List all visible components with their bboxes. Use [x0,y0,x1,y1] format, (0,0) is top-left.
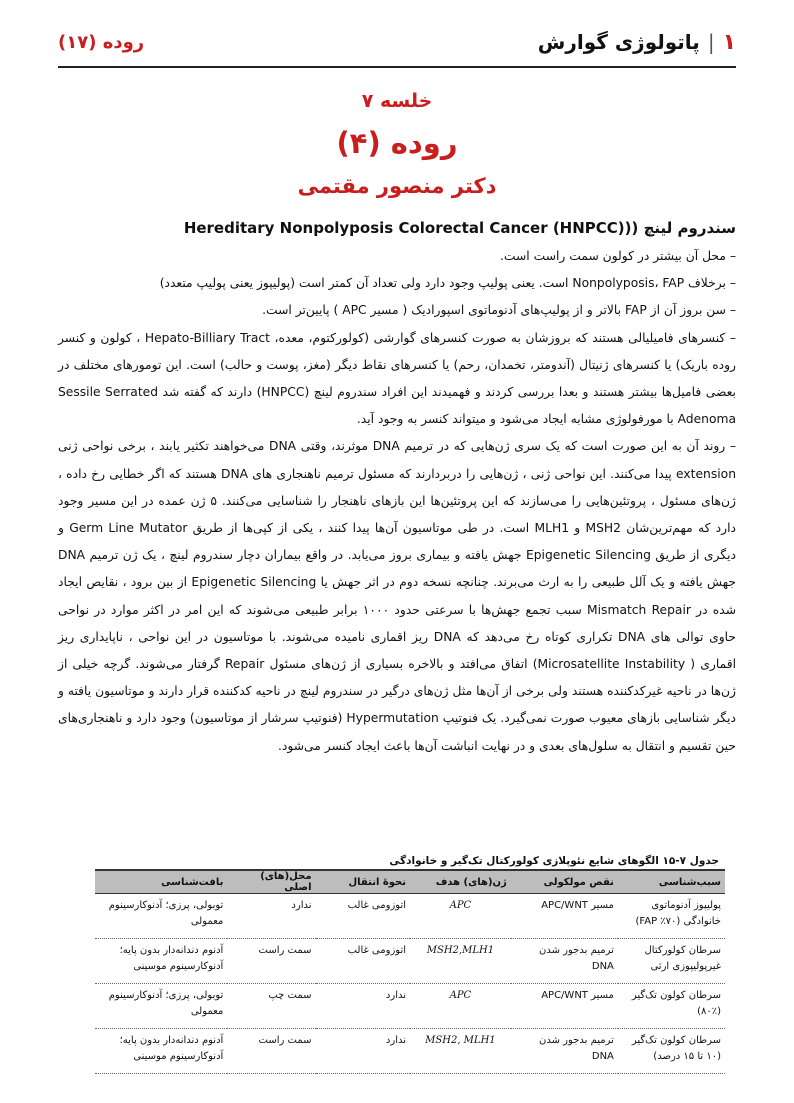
table-row [95,939,725,984]
col-header: محل(های) اصلی [227,870,315,894]
paragraph: – محل آن بیشتر در کولون سمت راست است. [500,249,736,263]
table-cell: توبولی، پرزی؛ آدنوکارسینوم معمولی [95,984,227,1029]
table-row [95,1029,725,1074]
table-cell: سرطان کولورکتال غیرپولیپوزی ارثی [618,939,725,984]
topic-title: روده (۴) [336,126,458,160]
table-cell: آدنوم دندانه‌دار بدون پایه؛ آدنوکارسینوم موسینی [95,939,227,984]
table-row [95,984,725,1029]
paragraph: – سن بروز آن از FAP بالاتر و از پولیپ‌های آدنوماتوی اسپورادیک ( مسیر APC ) پایین‌تر است. [262,303,736,318]
figure-table [95,853,725,1065]
col-header: نقص مولکولی [511,870,618,894]
table-cell: سمت چپ [227,984,315,1029]
table-cell: ترمیم بدجور شدن DNA [511,1029,618,1074]
col-header: ژن(های) هدف [410,870,511,894]
table-cell: APC [410,894,511,939]
table-cell: MSH2,MLH1 [410,939,511,984]
table-cell: MSH2, MLH1 [410,1029,511,1074]
col-header: بافت‌شناسی [95,870,227,894]
table-row [95,894,725,939]
table-cell: مسیر APC/WNT [511,984,618,1029]
table-cell: آدنوم دندانه‌دار بدون پایه؛ آدنوکارسینوم موسینی [95,1029,227,1074]
table-cell: ندارد [316,984,411,1029]
table-cell: ندارد [316,1029,411,1074]
colorectal-neoplasia-table [95,869,725,1074]
col-header: سبب‌شناسی [618,870,725,894]
table-cell: ندارد [227,894,315,939]
book-brand [538,30,736,55]
table-cell: سمت راست [227,1029,315,1074]
table-cell: پولیپوز آدنوماتوی خانوادگی (FAP ٪۷۰) [618,894,725,939]
table-cell: سمت راست [227,939,315,984]
chapter-label: روده (۱۷) [58,31,145,53]
author-name: دکتر منصور مقتمی [297,174,497,198]
col-header: نحوهٔ انتقال [316,870,411,894]
paragraph: – روند آن به این صورت است که یک سری ژن‌هایی که در ترمیم DNA موثرند، وقتی DNA می‌خواهند تکثیر یابند ، برخی نواحی ژنی extension پیدا می‌کنند. این نواحی ژنی ، ژن‌هایی را دربردارند که مسئول ترمیم ناهنجاری های DNA هستند که اگر خطایی رخ داده ، ژن‌های مسئول ، پروتئین‌هایی را می‌سازند که این پروتئین‌ها این بازهای ناهنجار را شناسایی می‌کنند. ۵ ژن عمده در این مسیر وجود دارد که مهم‌ترین‌شان MSH2 و MLH1 است. در طی موتاسیون آن‌ها پیدا کنند ، یکی از کپی‌ها از طریق Germ Line Mutator و دیگری از طریق Epigenetic Silencing جهش یافته و بیماری بروز می‌یابد. در واقع بیماران دچار سندروم لینچ ، یک ژن ترمیم DNA جهش یافته و یک آلل طبیعی را به ارث می‌برند. چنانچه نسخه دوم در اثر جهش یا Epigenetic Silencing از بین برود ، نقایص ایجاد شده در Mismatch Repair سبب تجمع جهش‌ها با سرعتی حدود ۱۰۰۰ برابر طبیعی می‌شوند که این امر در اکثر موارد در نواحی حاوی توالی های DNA تکراری کوتاه رخ می‌دهد که DNA ریز اقماری نامیده می‌شوند. با موتاسیون در این نواحی ، ناپایداری ریز اقماری ( Microsatellite Instability) اتفاق می‌افتد و بالاخره بسیاری از ژن‌های مسئول Repair گرفتار می‌شوند. گرچه خیلی از ژن‌ها در ناحیه غیرکدکننده هستند ولی برخی از آن‌ها مثل ژن‌های درگیر در سندروم لینچ در ناحیه کدکننده قرار دارند و موتاسیون یافته و دیگر شناسایی بازهای معیوب صورت نمی‌گیرد. یک فنوتیپ Hypermutation (فنوتیپ سرشار از موتاسیون) وجود دارد و ناهنجاری‌های حین تقسیم و انتقال به سلول‌های بعدی و در نهایت انباشت آن‌ها باعث ایجاد کنسر می‌شود. [58,439,737,753]
table-caption: جدول ۷-۱۵ الگوهای شایع نئوپلازی کولورکتال تک‌گیر و خانوادگی [389,855,719,867]
table-header-row [95,870,725,894]
table-cell: توبولی، پرزی؛ آدنوکارسینوم معمولی [95,894,227,939]
table-cell: سرطان کولون تک‌گیر (۱۰ تا ۱۵ درصد) [618,1029,725,1074]
title-block [0,84,794,204]
table-cell: ترمیم بدجور شدن DNA [511,939,618,984]
page-header [58,18,736,68]
main-content [58,213,736,760]
page-number: ۱ [722,29,736,55]
section-title: سندروم لینچ ((Hereditary Nonpolyposis Colorectal Cancer (HNPCC) [183,219,736,237]
summary-number: خلسه ۷ [361,90,433,112]
table-cell: اتوزومی غالب [316,894,411,939]
table-cell: سرطان کولون تک‌گیر (٪۸۰) [618,984,725,1029]
table-cell: مسیر APC/WNT [511,894,618,939]
header-separator: | [707,30,715,54]
book-title: پاتولوژی گوارش [537,30,700,54]
table-cell: APC [410,984,511,1029]
table-cell: اتوزومی غالب [316,939,411,984]
paragraph: – کنسرهای فامیلیالی هستند که بروزشان به صورت کنسرهای گوارشی (کولورکتوم، معده، Hepato-Billiary Tract ، کولون و کنسر روده باریک) یا کنسرهای ژنیتال (آندومتر، تخمدان، رحم) یا کنسرهای نقاط دیگر (مغز، پوست و حالب) است. این تومورهای مختلف در بعضی فامیل‌ها بیشتر هستند و بعدا بررسی کردند و فهمیدند این افراد سندروم لینچ (HNPCC) دارند که گفته شد Sessile Serrated Adenoma با مورفولوژی مشابه ایجاد می‌شود و میتواند کنسر به وجود آید. [58,330,736,427]
paragraph: – برخلاف Nonpolyposis، FAP است. یعنی پولیپ وجود دارد ولی تعداد آن کمتر است (پولیپوز یعنی پولیپ متعدد) [159,276,736,291]
